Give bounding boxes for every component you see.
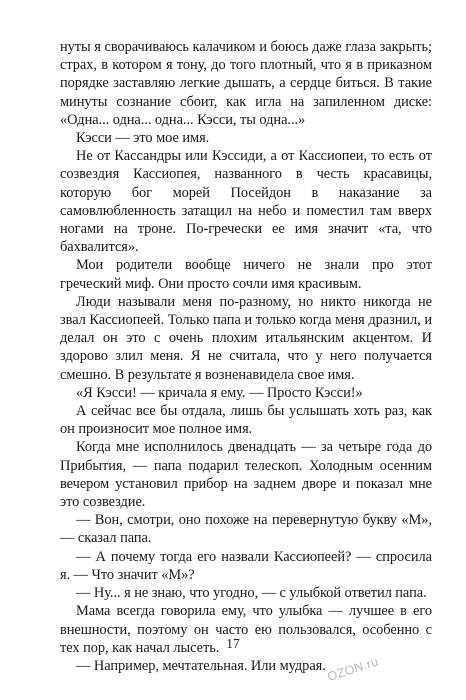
watermark: OZON.ru <box>325 654 381 684</box>
paragraph: А сейчас все бы отдала, лишь бы услышать хоть раз, как он произносит мое полное имя. <box>60 403 432 438</box>
paragraph: Кэсси — это мое имя. <box>76 130 210 147</box>
paragraph: Люди называли меня по-разному, но никто никогда не звал Кассиопеей. Только папа и только когда меня дразнил, и делал он это с очень плохим итальянским акцентом. И здорово злил меня. Я не считала, что у него получается смешно. В результате я возненавидела свое имя. <box>60 293 432 383</box>
paragraph: — Ну... я не знаю, что угодно, — с улыбкой ответил папа. <box>76 585 427 602</box>
paragraph: — А почему тогда его назвали Кассиопеей? — спросила я. — Что значит «М»? <box>60 548 432 583</box>
paragraph: нуты я сворачиваюсь калачиком и боюсь даже глаза закрыть; страх, в котором я тону, до того плотный, что я в приказном порядке заставляю легкие дышать, а сердце биться. В такие минуты сознание сбоит, как игла на запиленном диске: «Одна... одна... одна... Кэсси, ты одна...» <box>60 39 432 128</box>
page-number: 17 <box>226 636 240 651</box>
paragraph: Когда мне исполнилось двенадцать — за четыре года до Прибытия, — папа подарил телескоп. Холодным осенним вечером установил прибор на заднем дворе и показал мне это созвездие. <box>60 439 432 511</box>
paragraph: — Например, мечтательная. Или мудрая. <box>76 657 326 674</box>
paragraph: — Вон, смотри, оно похоже на перевернутую букву «М», — сказал папа. <box>60 512 432 547</box>
body-text <box>60 38 432 675</box>
paragraph: «Я Кэсси! — кричала я ему. — Просто Кэсси!» <box>76 384 363 401</box>
paragraph: Мама всегда говорила ему, что улыбка — лучшее в его внешности, поэтому он часто ею пользовался, особенно с тех пор, как начал лысеть. <box>60 603 432 656</box>
paragraph: Не от Кассандры или Кэссиди, а от Кассиопеи, то есть от созвездия Кассиопея, названного в честь красавицы, которую бог морей Посейдон в наказание за самовлюбленность затащил на небо и поместил там вверх ногами на троне. По-гречески ее имя значит «та, что бахвалится». <box>60 148 432 256</box>
paragraph: Мои родители вообще ничего не знали про этот греческий миф. Они просто сочли имя красивым. <box>60 257 432 292</box>
